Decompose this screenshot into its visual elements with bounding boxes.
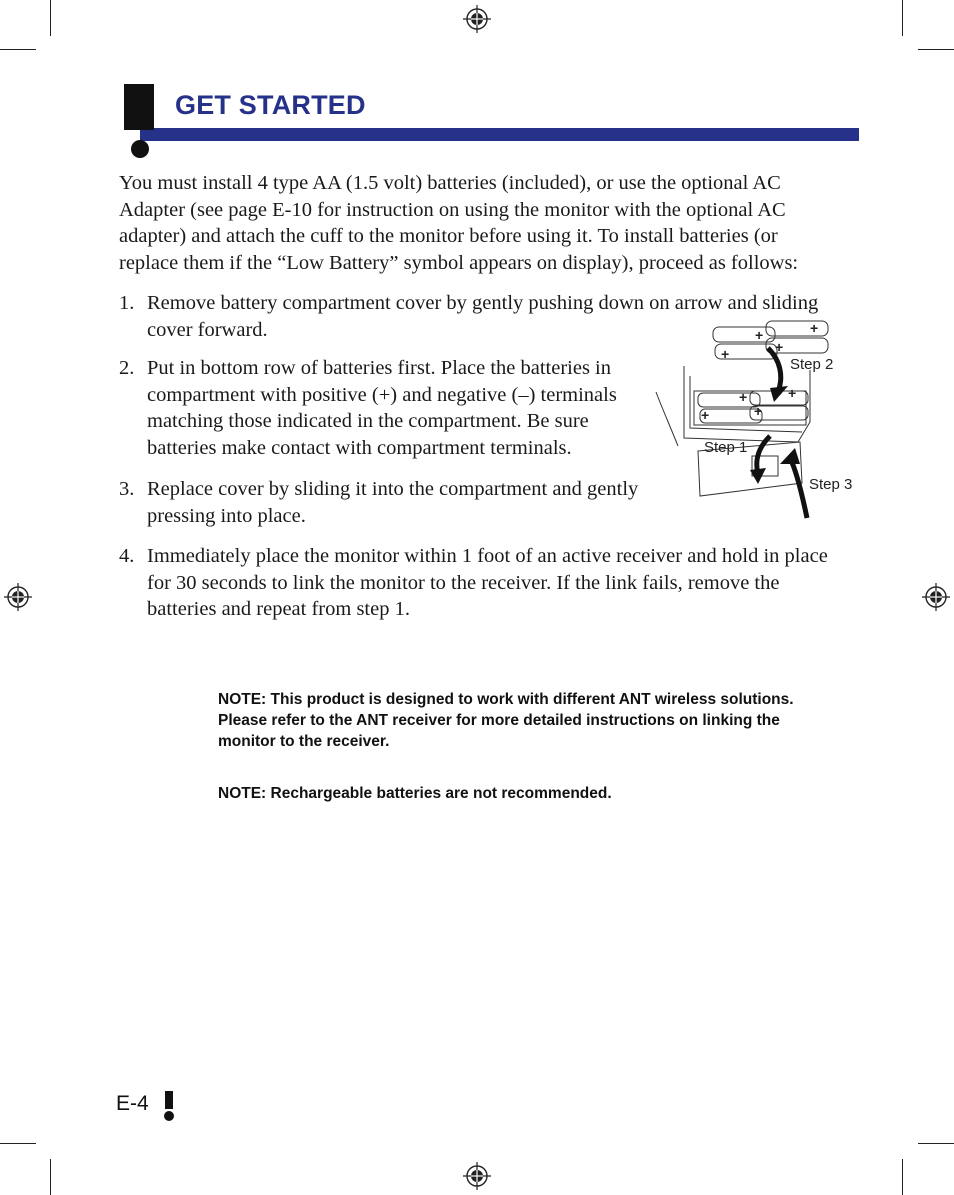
svg-text:+: + [755,327,764,343]
crop-mark [0,49,36,50]
crop-mark [50,1159,51,1195]
step-number: 4. [119,545,135,567]
svg-text:+: + [721,346,730,362]
crop-mark [902,0,903,36]
step-number: 3. [119,478,135,500]
step-1-label: Step 1 [704,439,748,456]
registration-mark-icon [463,5,491,33]
header-rule [140,128,859,141]
svg-text:+: + [754,403,763,419]
step-number: 1. [119,292,135,314]
page-title: GET STARTED [175,90,366,120]
step-3-label: Step 3 [809,476,853,493]
exclamation-dot-icon [131,140,149,158]
step-text: Put in bottom row of batteries first. Place the batteries in compartment with positive (+) and negative (–) terminals matching those indicated in the compartment. Be sure batteries make contact with compartment terminals. [147,357,617,459]
crop-mark [918,1143,954,1144]
step-text: Immediately place the monitor within 1 foot of an active receiver and hold in place for 30 seconds to link the monitor to the receiver. If the link fails, remove the batteries and repeat from step 1. [147,545,828,621]
crop-mark [0,1143,36,1144]
svg-text:+: + [810,320,819,336]
registration-mark-icon [922,583,950,611]
svg-text:+: + [701,407,710,423]
exclamation-icon [165,1091,173,1109]
step-text: Replace cover by sliding it into the compartment and gently pressing into place. [147,478,639,527]
step-text: Remove battery compartment cover by gently pushing down on arrow and sliding cover forward. [147,292,819,341]
step-number: 2. [119,357,135,379]
svg-text:+: + [775,339,784,355]
exclamation-dot-icon [164,1111,174,1121]
page-number: E-4 [116,1092,149,1115]
svg-text:+: + [788,385,797,401]
exclamation-icon [124,84,154,130]
crop-mark [918,49,954,50]
step-2 [119,355,639,461]
step-2-label: Step 2 [790,356,834,373]
crop-mark [902,1159,903,1195]
registration-mark-icon [463,1162,491,1190]
svg-text:+: + [739,389,748,405]
step-4 [119,543,849,623]
crop-mark [50,0,51,36]
note-rechargeable: NOTE: Rechargeable batteries are not recommended. [218,785,612,802]
step-3 [119,476,639,529]
battery-installation-figure [650,318,862,523]
intro-paragraph: You must install 4 type AA (1.5 volt) batteries (included), or use the optional AC Adapter (see page E-10 for instruction on using the monitor with the optional AC adapter) and attach the cuff to the monitor before using it. To install batteries (or replace them if the “Low Battery” symbol appears on display), proceed as follows: [119,172,799,274]
note-ant-wireless: NOTE: This product is designed to work with different ANT wireless solutions. Please refer to the ANT receiver for more detailed instructions on linking the monitor to the receiver. [218,691,794,750]
registration-mark-icon [4,583,32,611]
